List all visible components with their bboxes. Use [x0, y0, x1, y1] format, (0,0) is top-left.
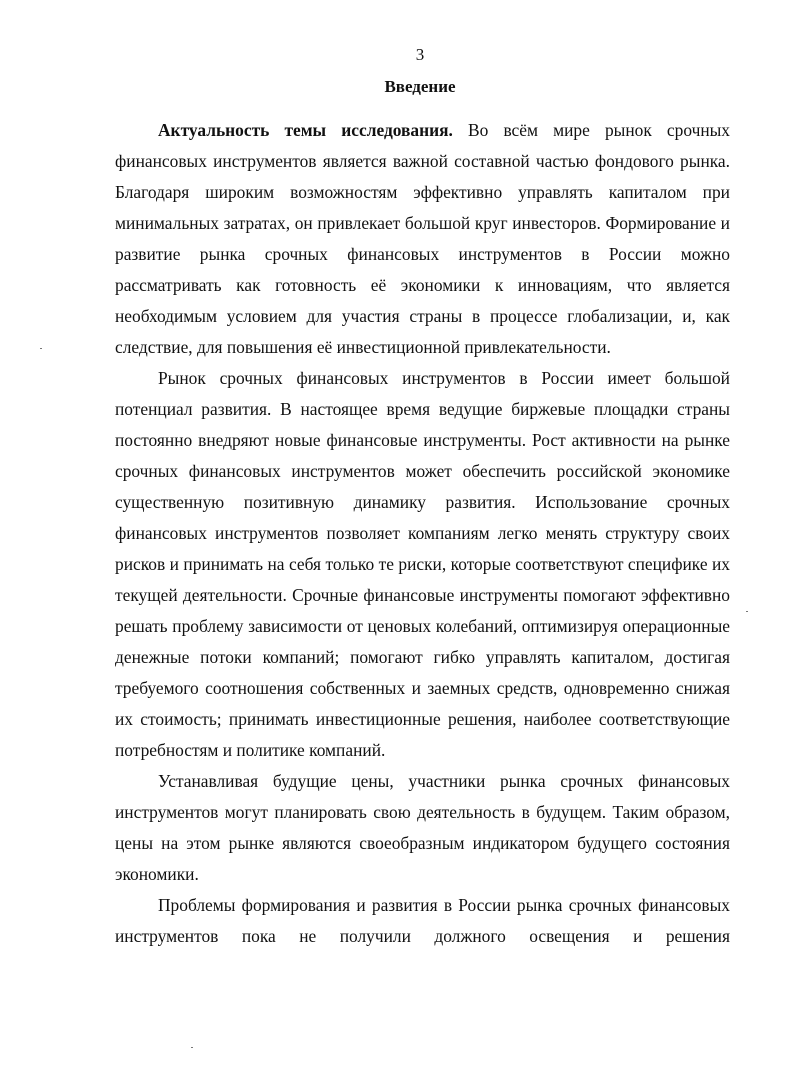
scan-speck [191, 1047, 193, 1048]
page-number: 3 [415, 45, 425, 64]
scan-speck [746, 611, 748, 612]
paragraph-lead: Актуальность темы исследования. [158, 120, 453, 140]
paragraph-text: Устанавливая будущие цены, участники рынка срочных финансовых инструментов могут планировать свою деятельность в будущем. Таким образом, цены на этом рынке являются своеобразным индикатором будущего состояния экономики. [115, 771, 730, 884]
scan-speck [40, 348, 42, 349]
paragraph-relevance [115, 115, 730, 363]
section-heading: Введение [384, 77, 456, 96]
paragraph-prices [115, 766, 730, 890]
paragraph-text: Рынок срочных финансовых инструментов в России имеет большой потенциал развития. В настоящее время ведущие биржевые площадки страны постоянно внедряют новые финансовые инструменты. Рост активности на рынке срочных финансовых инструментов может обеспечить российской экономике существенную позитивную динамику развития. Использование срочных финансовых инструментов позволяет компаниям легко менять структуру своих рисков и принимать на себя только те риски, которые соответствуют специфике их текущей деятельности. Срочные финансовые инструменты помогают эффективно решать проблему зависимости от ценовых колебаний, оптимизируя операционные денежные потоки компаний; помогают гибко управлять капиталом, достигая требуемого соотношения собственных и заемных средств, одновременно снижая их стоимость; принимать инвестиционные решения, наиболее соответствующие потребностям и политике компаний. [115, 368, 730, 760]
body-text [115, 115, 730, 952]
paragraph-potential [115, 363, 730, 766]
paragraph-problems [115, 890, 730, 952]
paragraph-text: Проблемы формирования и развития в России рынка срочных финансовых инструментов пока не получили должного освещения и решения [115, 895, 730, 946]
paragraph-text: Во всём мире рынок срочных финансовых инструментов является важной составной частью фондового рынка. Благодаря широким возможностям эффективно управлять капиталом при минимальных затратах, он привлекает большой круг инвесторов. Формирование и развитие рынка срочных финансовых инструментов в России можно рассматривать как готовность её экономики к инновациям, что является необходимым условием для участия страны в процессе глобализации, и, как следствие, для повышения её инвестиционной привлекательности. [115, 120, 731, 357]
